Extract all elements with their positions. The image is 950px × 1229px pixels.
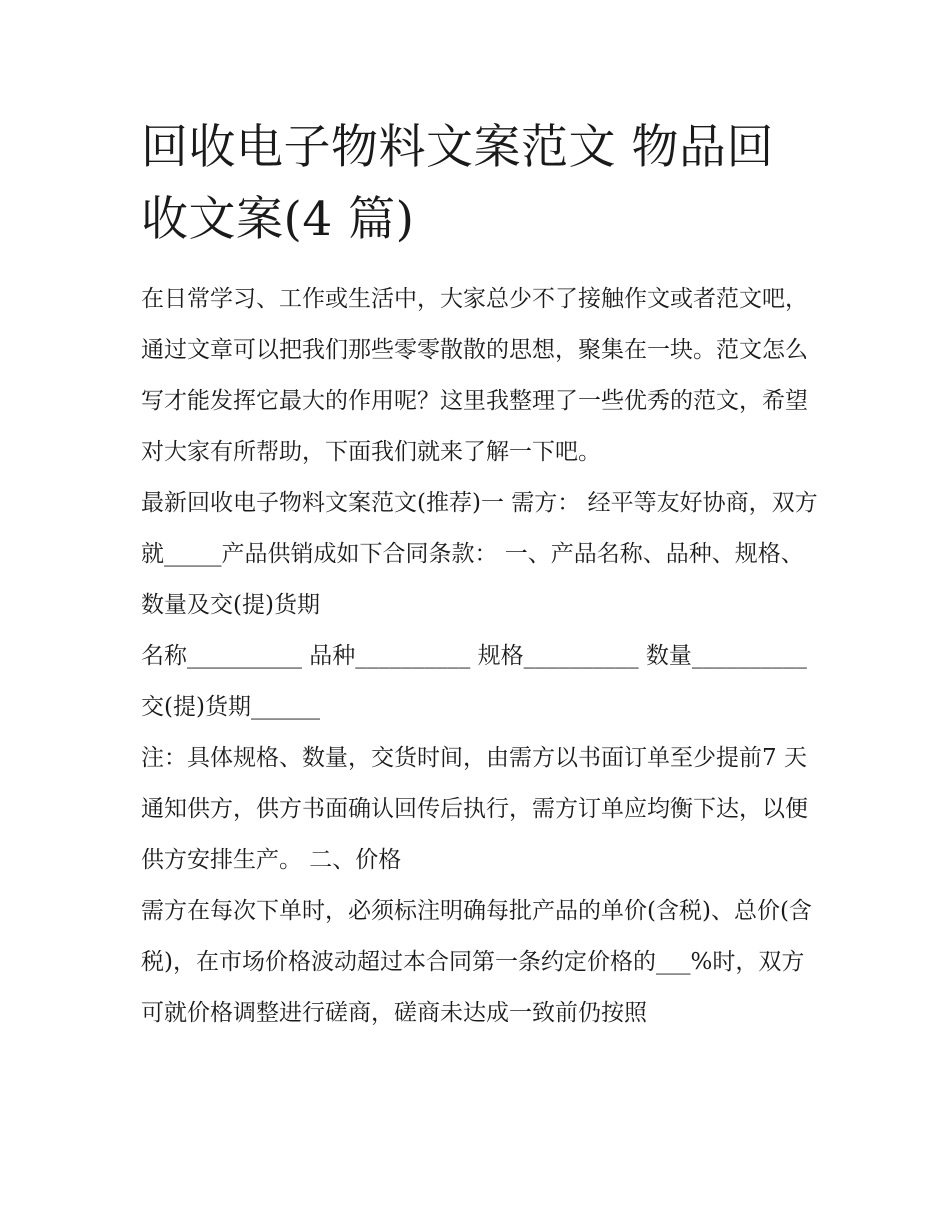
- price-paragraph: 需方在每次下单时，必须标注明确每批产品的单价(含税)、总价(含税)，在市场价格波动超过本合同第一条约定价格的___%时，双方可就价格调整进行磋商，磋商未达成一致前仍按照: [141, 898, 812, 1026]
- delivery-date-line: 交(提)货期______: [141, 694, 320, 720]
- contract-intro-paragraph: 最新回收电子物料文案范文(推荐)一 需方： 经平等友好协商，双方就_____产品供销成如下合同条款： 一、产品名称、品种、规格、数量及交(提)货期: [141, 490, 818, 618]
- document-title: 回收电子物料文案范文 物品回收文案(4 篇): [141, 120, 774, 247]
- document-page: [141, 112, 821, 1039]
- product-fields-line: 名称__________ 品种__________ 规格__________ 数量__________: [141, 643, 807, 669]
- note-paragraph: 注：具体规格、数量，交货时间，由需方以书面订单至少提前7 天通知供方，供方书面确认回传后执行，需方订单应均衡下达，以便供方安排生产。 二、价格: [141, 745, 808, 873]
- intro-paragraph: 在日常学习、工作或生活中，大家总少不了接触作文或者范文吧，通过文章可以把我们那些零零散散的思想，聚集在一块。范文怎么写才能发挥它最大的作用呢？这里我整理了一些优秀的范文，希望对大家有所帮助，下面我们就来了解一下吧。: [141, 286, 808, 465]
